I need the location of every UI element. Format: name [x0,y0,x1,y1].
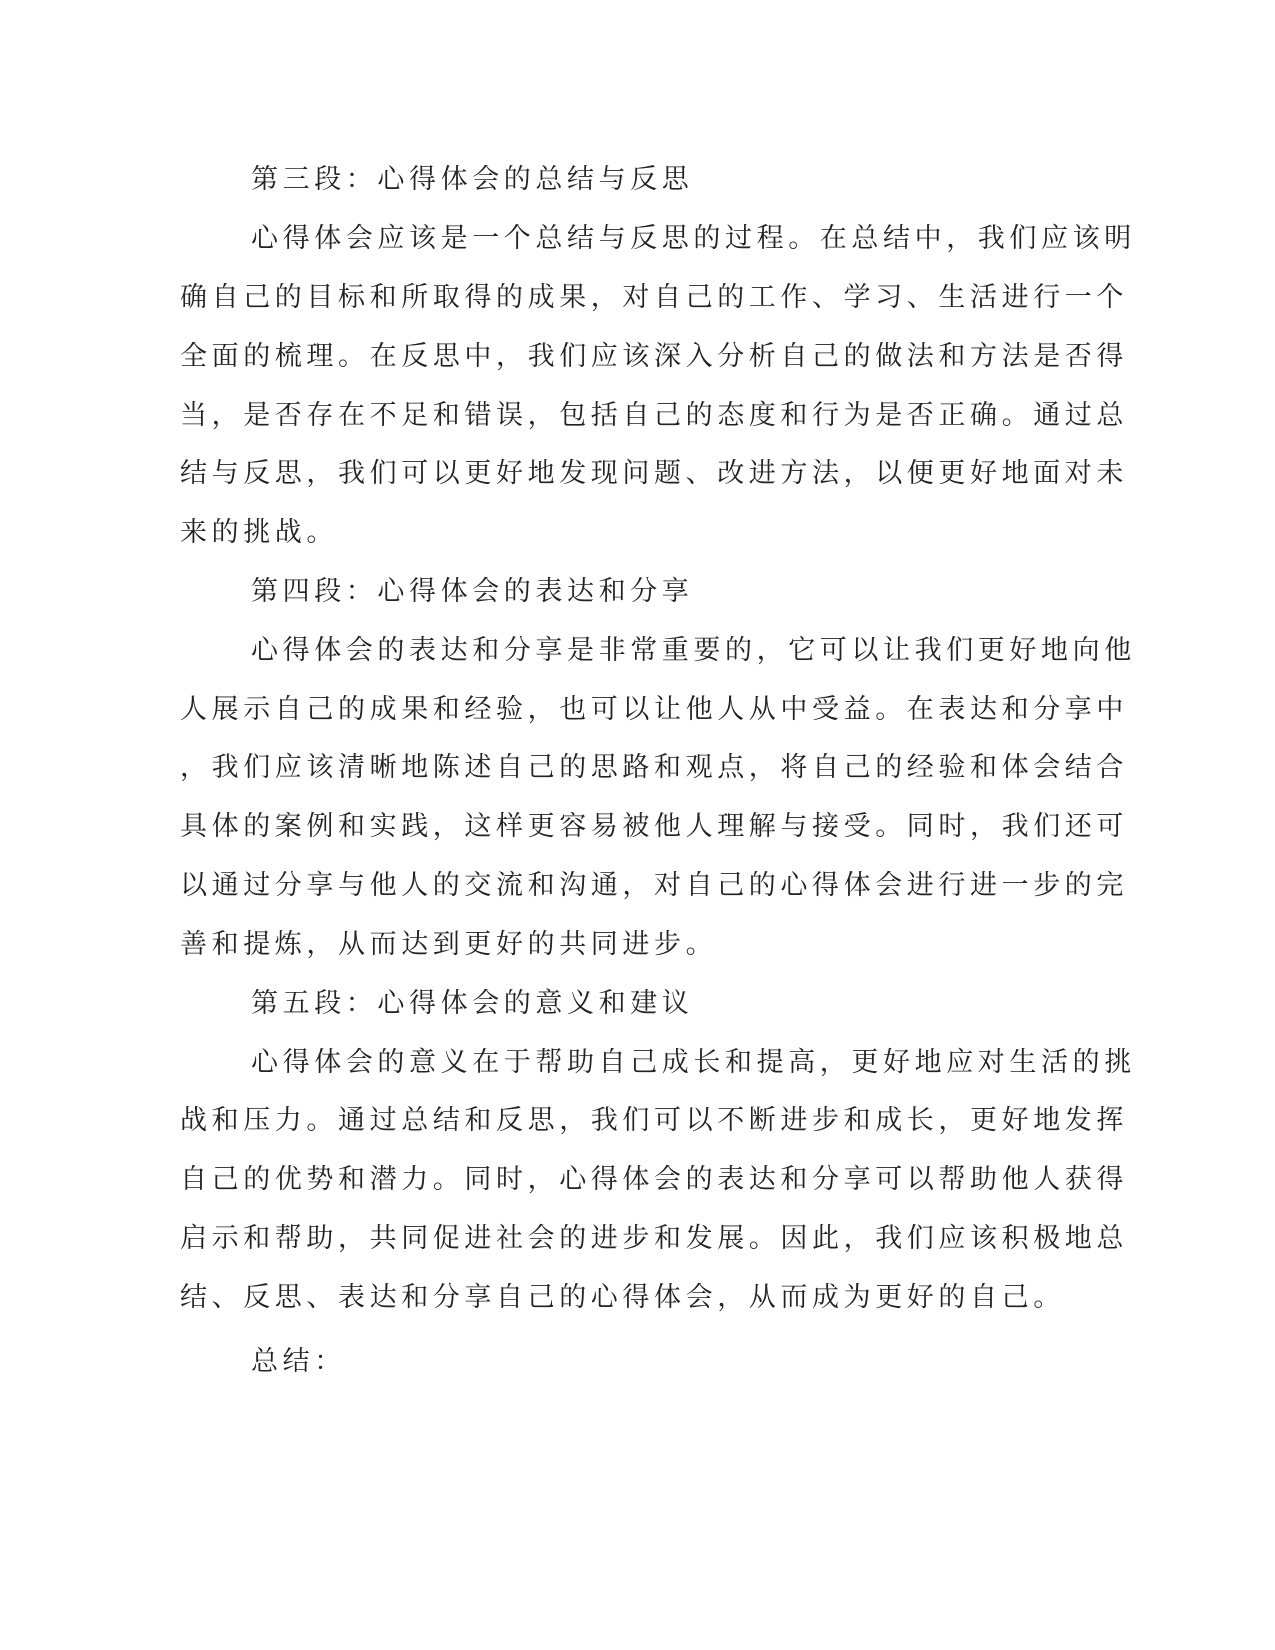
paragraph-line: 自己的优势和潜力。同时，心得体会的表达和分享可以帮助他人获得 [180,1164,1128,1195]
paragraph-line: 人展示自己的成果和经验，也可以让他人从中受益。在表达和分享中 [180,694,1128,725]
paragraph-line: 来的挑战。 [180,517,338,548]
paragraph-line: 心得体会应该是一个总结与反思的过程。在总结中，我们应该明 [251,223,1136,254]
paragraph-line: 结与反思，我们可以更好地发现问题、改进方法，以便更好地面对未 [180,458,1128,489]
paragraph-line: 当，是否存在不足和错误，包括自己的态度和行为是否正确。通过总 [180,400,1128,431]
paragraph-line: 心得体会的表达和分享是非常重要的，它可以让我们更好地向他 [251,635,1136,666]
paragraph-line: 具体的案例和实践，这样更容易被他人理解与接受。同时，我们还可 [180,811,1128,842]
paragraph-line: 心得体会的意义在于帮助自己成长和提高，更好地应对生活的挑 [251,1047,1136,1078]
summary-heading: 总结： [251,1346,346,1377]
paragraph-line: 启示和帮助，共同促进社会的进步和发展。因此，我们应该积极地总 [180,1223,1128,1254]
section-heading-5: 第五段：心得体会的意义和建议 [251,988,694,1019]
paragraph-line: 战和压力。通过总结和反思，我们可以不断进步和成长，更好地发挥 [180,1105,1128,1136]
paragraph-line: 善和提炼，从而达到更好的共同进步。 [180,929,718,960]
section-heading-3: 第三段：心得体会的总结与反思 [251,164,694,195]
paragraph-line: ，我们应该清晰地陈述自己的思路和观点，将自己的经验和体会结合 [180,752,1128,783]
section-heading-4: 第四段：心得体会的表达和分享 [251,576,694,607]
paragraph-line: 结、反思、表达和分享自己的心得体会，从而成为更好的自己。 [180,1282,1065,1313]
paragraph-line: 全面的梳理。在反思中，我们应该深入分析自己的做法和方法是否得 [180,341,1128,372]
paragraph-line: 以通过分享与他人的交流和沟通，对自己的心得体会进行进一步的完 [180,870,1128,901]
paragraph-line: 确自己的目标和所取得的成果，对自己的工作、学习、生活进行一个 [180,282,1128,313]
